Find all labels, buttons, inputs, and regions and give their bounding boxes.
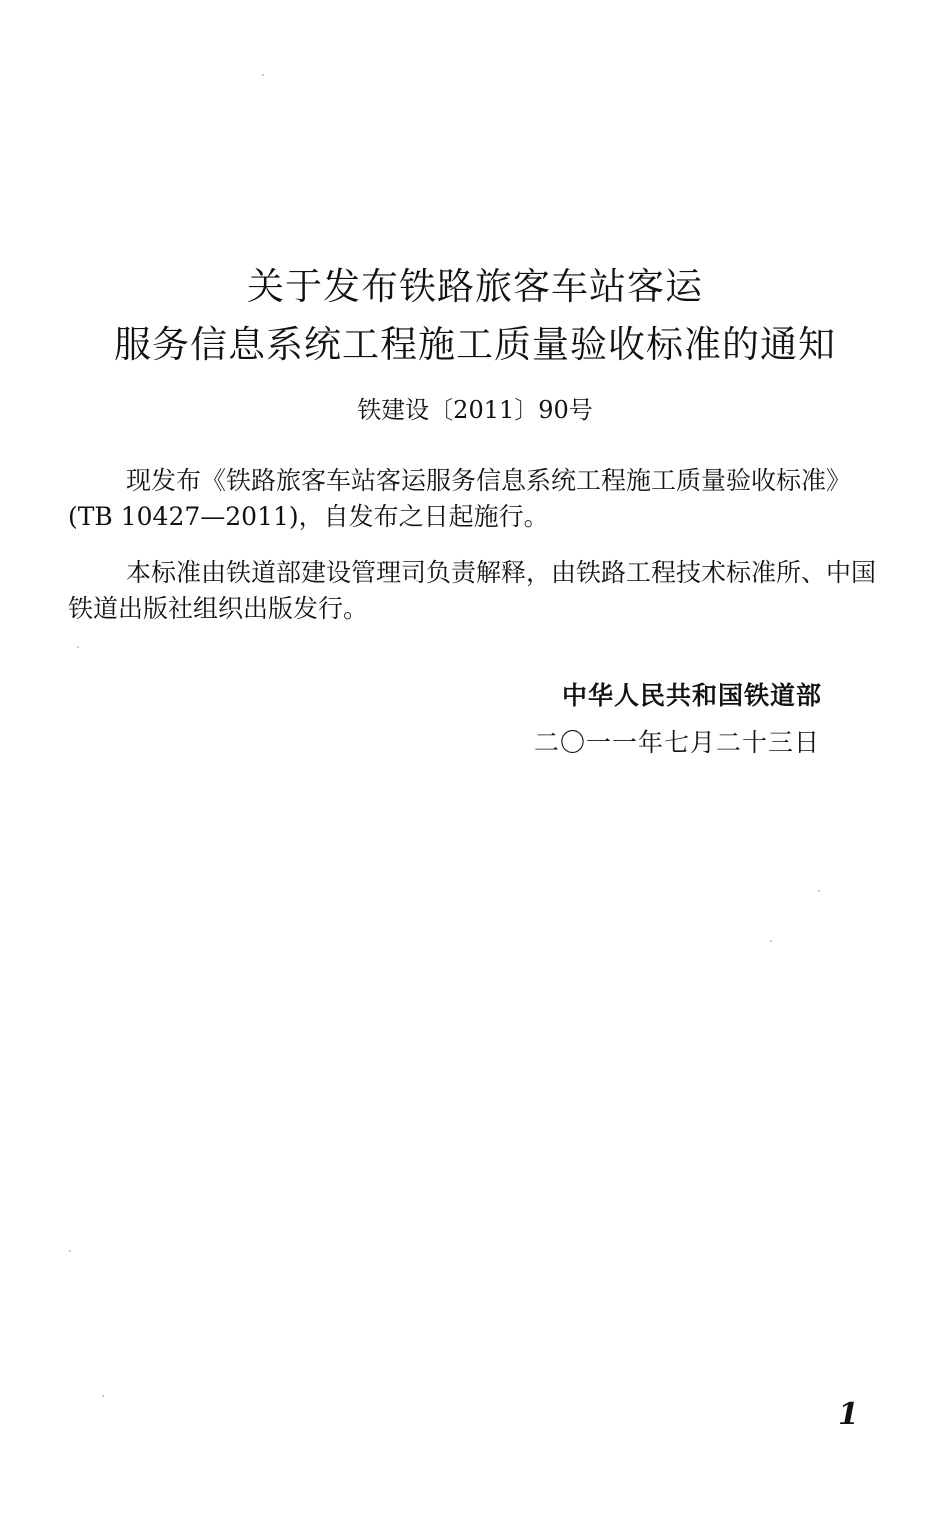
- scan-speck: [818, 890, 820, 892]
- notice-title-line-2: 服务信息系统工程施工质量验收标准的通知: [114, 323, 836, 366]
- scan-speck: [69, 1250, 71, 1252]
- body-paragraph-2: 本标准由铁道部建设管理司负责解释，由铁路工程技术标准所、中国铁道出版社组织出版发行。: [68, 558, 877, 623]
- scan-speck: [77, 646, 79, 648]
- scan-speck: [770, 940, 772, 942]
- notice-title-line-1: 关于发布铁路旅客车站客运: [247, 265, 703, 308]
- issue-date: 二〇一一年七月二十三日: [533, 728, 820, 757]
- scan-speck: [102, 1395, 104, 1397]
- notice-body: [68, 463, 883, 627]
- page-number: 1: [838, 1397, 859, 1432]
- document-number: 铁建设〔2011〕90号: [357, 396, 593, 424]
- issuing-authority: 中华人民共和国铁道部: [561, 681, 822, 710]
- scan-speck: [262, 74, 264, 76]
- body-paragraph-1: 现发布《铁路旅客车站客运服务信息系统工程施工质量验收标准》(TB 10427—2011)，自发布之日起施行。: [68, 466, 852, 531]
